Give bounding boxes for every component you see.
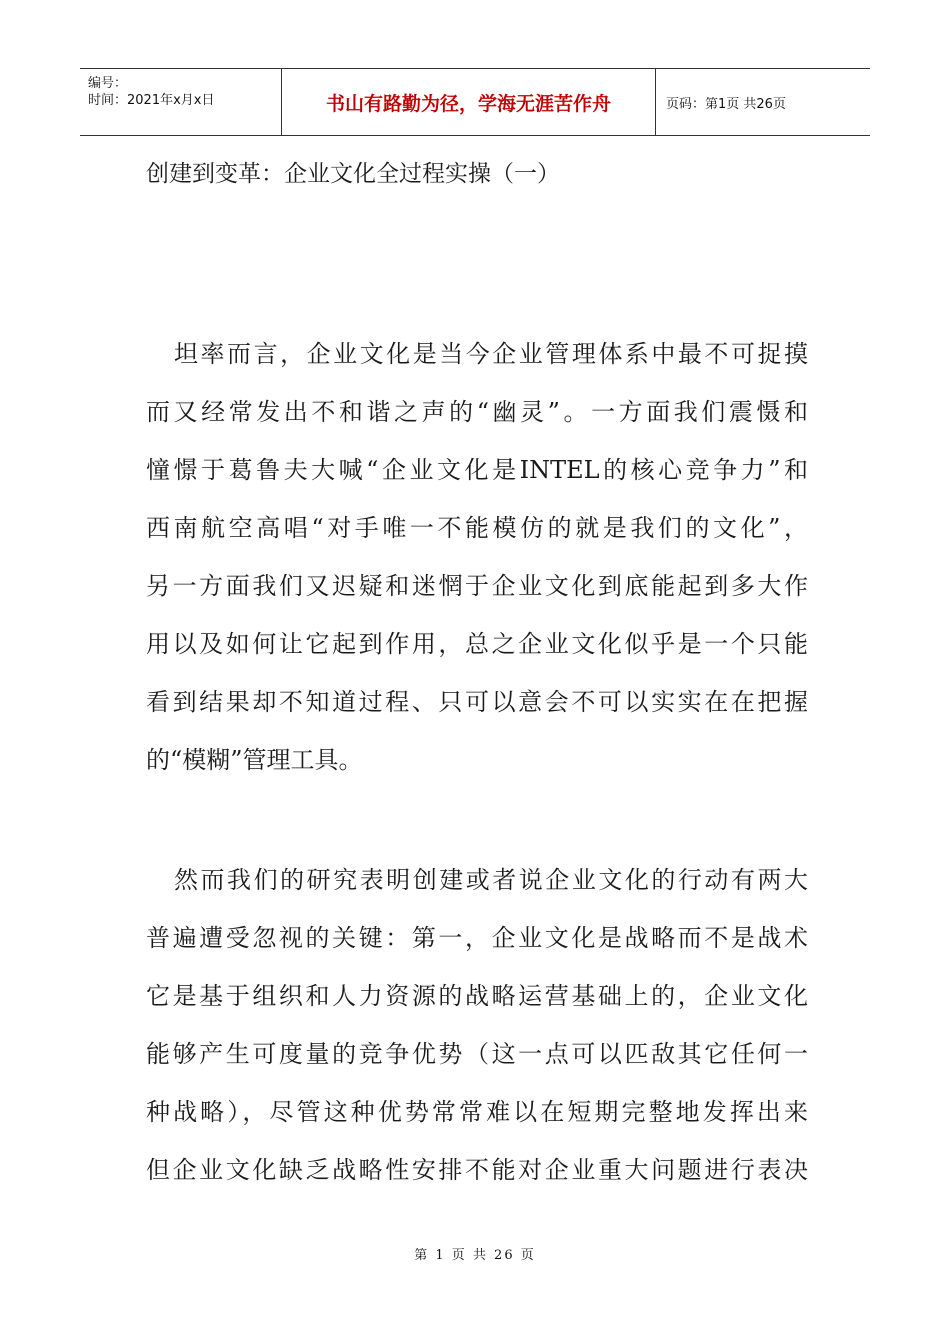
- paragraph-line: 普遍遭受忽视的关键：第一，企业文化是战略而不是战术: [146, 924, 808, 952]
- paragraph-line: 能够产生可度量的竞争优势（这一点可以匹敌其它任何一: [146, 1040, 808, 1068]
- document-header: [80, 68, 870, 136]
- paragraph-line: 憧憬于葛鲁夫大喊“企业文化是INTEL的核心竞争力”和: [146, 456, 808, 484]
- page-footer: 第 1 页 共 26 页: [414, 1248, 536, 1263]
- paragraph-line: 看到结果却不知道过程、只可以意会不可以实实在在把握: [146, 688, 808, 716]
- paragraph-line: 它是基于组织和人力资源的战略运营基础上的，企业文化: [146, 982, 808, 1010]
- date-label: 时间：2021年x月x日: [88, 93, 215, 108]
- paragraph-line: 但企业文化缺乏战略性安排不能对企业重大问题进行表决: [146, 1156, 808, 1184]
- paragraph-line: 西南航空高唱“对手唯一不能模仿的就是我们的文化”，: [146, 514, 808, 542]
- paragraph-2: [146, 851, 808, 1199]
- number-label: 编号：: [88, 76, 128, 91]
- document-title: 创建到变革：企业文化全过程实操（一）: [146, 161, 560, 187]
- header-page-info: 页码：第1页 共26页: [666, 96, 786, 112]
- paragraph-line: 坦率而言，企业文化是当今企业管理体系中最不可捉摸: [174, 340, 808, 368]
- header-meta-cell: [80, 69, 282, 135]
- paragraph-1: [146, 325, 808, 789]
- header-motto: 书山有路勤为径，学海无涯苦作舟: [325, 92, 611, 115]
- paragraph-line: 而又经常发出不和谐之声的“幽灵”。一方面我们震慑和: [146, 398, 808, 426]
- paragraph-line: 另一方面我们又迟疑和迷惘于企业文化到底能起到多大作: [146, 572, 808, 600]
- paragraph-line: 的“模糊”管理工具。: [146, 746, 363, 774]
- header-page-cell: [656, 69, 870, 135]
- paragraph-line: 然而我们的研究表明创建或者说企业文化的行动有两大: [174, 866, 808, 894]
- paragraph-line: 用以及如何让它起到作用，总之企业文化似乎是一个只能: [146, 630, 808, 658]
- paragraph-line: 种战略），尽管这种优势常常难以在短期完整地发挥出来: [146, 1098, 808, 1126]
- header-motto-cell: [282, 69, 656, 135]
